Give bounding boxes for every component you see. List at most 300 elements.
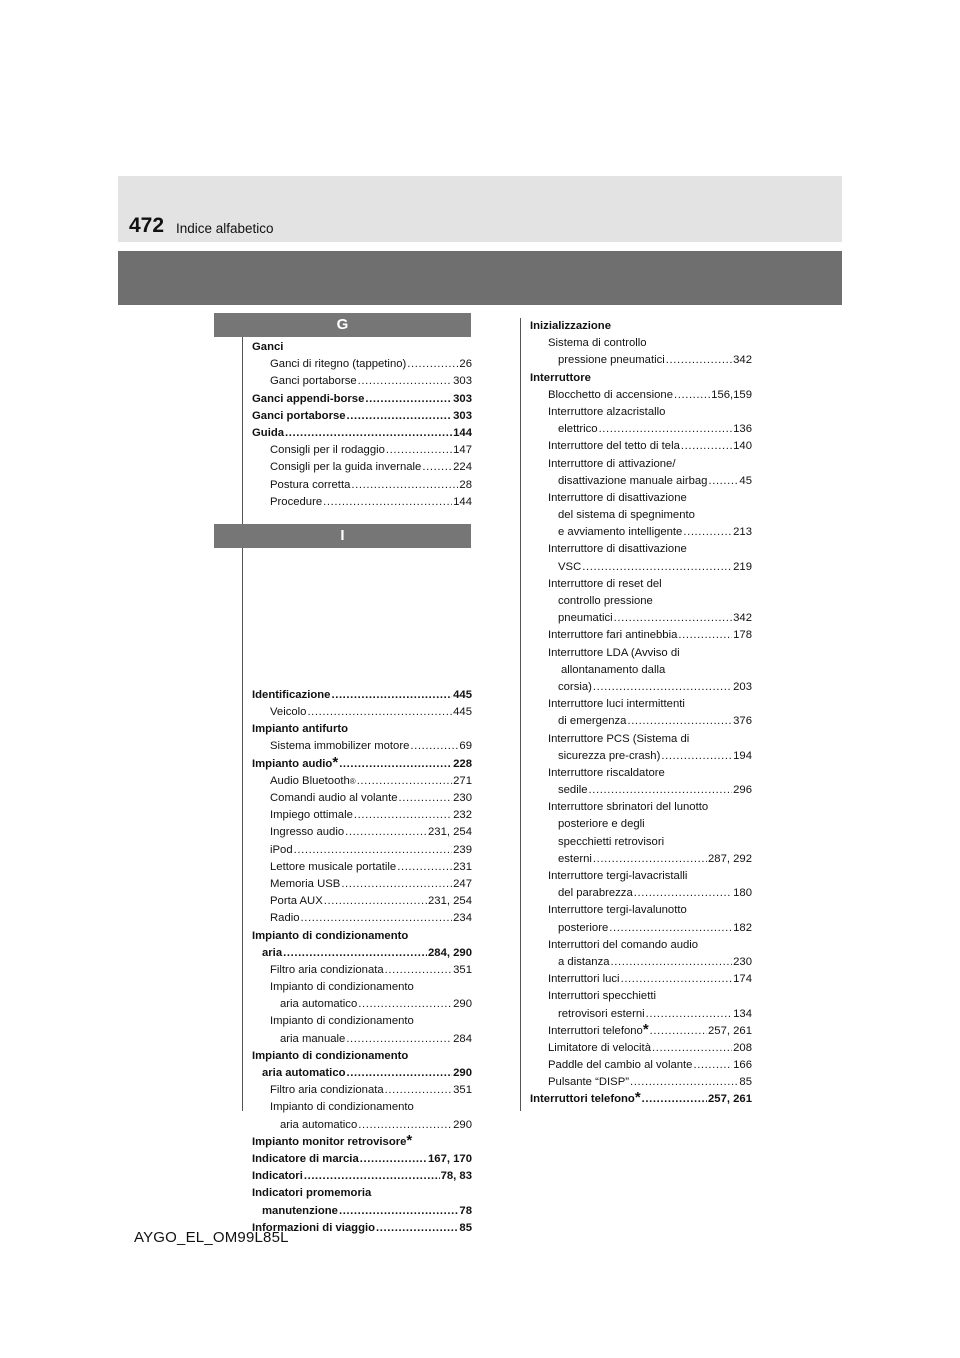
dot-leader (650, 1023, 707, 1040)
index-entry-text: del sistema di spegnimento (558, 509, 695, 522)
index-entry (530, 748, 752, 765)
index-entry (252, 910, 472, 927)
index-entry-text: specchietti retrovisori (558, 835, 665, 848)
dot-leader (599, 421, 733, 438)
index-entry-text: posteriore e degli (558, 818, 645, 831)
index-entry (252, 442, 472, 459)
dot-leader (301, 910, 453, 927)
index-entry-text: Impianto antifurto (252, 723, 349, 736)
index-entry-text: aria automatico (280, 998, 358, 1011)
index-entry (252, 1203, 472, 1220)
index-entry (252, 339, 472, 356)
index-entry (530, 352, 752, 369)
index-entry-text: Impiego ottimale (270, 809, 353, 822)
index-entry (530, 370, 752, 387)
index-entry (530, 524, 752, 541)
dot-leader (358, 1117, 452, 1134)
page-reference[interactable]: 140 (733, 440, 752, 453)
page-reference[interactable]: 167, 170 (428, 1152, 472, 1165)
index-entry (530, 404, 752, 421)
page-reference[interactable]: 257, 261 (708, 1093, 752, 1106)
left-column-rule (242, 334, 243, 1111)
page-reference[interactable]: 219 (733, 560, 752, 573)
page-reference[interactable]: 290 (453, 1118, 472, 1131)
index-entry (530, 954, 752, 971)
dot-leader (357, 773, 452, 790)
index-entry-text: Ganci (252, 341, 284, 353)
page-reference[interactable]: 78 (459, 1204, 472, 1217)
dot-leader (323, 494, 452, 511)
index-entry-text: elettrico (558, 423, 598, 436)
index-entry-text: Ganci portaborse (270, 375, 357, 388)
index-entry-text: e avviamento intelligente (558, 526, 683, 539)
dot-leader (678, 627, 732, 644)
page-reference[interactable]: 290 (453, 998, 472, 1011)
page-reference[interactable]: 342 (733, 612, 752, 625)
page-reference[interactable]: 287, 292 (708, 852, 752, 865)
page-reference[interactable]: 78, 83 (440, 1170, 472, 1183)
index-entry-text: Ganci appendi-borse (252, 392, 365, 405)
index-entry-text: Memoria USB (270, 877, 341, 890)
dot-leader (646, 1006, 733, 1023)
index-entry-text: Indicatori promemoria (252, 1187, 372, 1200)
index-entry-text: Audio Bluetooth (270, 774, 350, 787)
dot-leader (681, 438, 732, 455)
index-entry-text: pneumatici (558, 612, 613, 625)
index-entry (252, 842, 472, 859)
dot-leader (304, 1168, 440, 1185)
index-entry (252, 1031, 472, 1048)
index-entry-text: Interruttori telefono (548, 1024, 643, 1037)
dot-leader (354, 807, 452, 824)
index-entry-text: sicurezza pre-crash) (558, 749, 661, 762)
index-entry (252, 459, 472, 476)
index-entry-text: Interruttore del tetto di tela (548, 440, 680, 453)
index-entry-text: Interruttore luci intermittenti (548, 698, 685, 711)
page-reference[interactable]: 351 (453, 963, 472, 976)
index-entry-text: Interruttore sbrinatori del lunotto (548, 801, 709, 814)
page-reference[interactable]: 445 (453, 688, 472, 701)
index-entry-text: Impianto di condizionamento (270, 1101, 414, 1114)
index-entry (530, 1074, 752, 1091)
page-reference[interactable]: 147 (453, 444, 472, 457)
index-entry-text: Indicatori (252, 1170, 303, 1183)
index-column-right (530, 318, 752, 1109)
index-entry-text: Radio (270, 912, 300, 925)
index-entry-text: Consigli per il rodaggio (270, 444, 385, 457)
dot-leader (339, 756, 452, 773)
page-reference[interactable]: 194 (733, 749, 752, 762)
index-entry (530, 679, 752, 696)
index-entry (530, 902, 752, 919)
index-entry-text: disattivazione manuale airbag (558, 474, 708, 487)
page-reference[interactable]: 166 (733, 1059, 752, 1072)
dot-leader (358, 373, 452, 390)
index-entry (530, 593, 752, 610)
dot-leader (621, 971, 733, 988)
index-entry-text: aria automatico (280, 1118, 358, 1131)
index-entry (530, 920, 752, 937)
page-reference[interactable]: 342 (733, 354, 752, 367)
index-entry (252, 893, 472, 910)
index-entry (252, 408, 472, 425)
index-entry (252, 687, 472, 704)
dot-leader (385, 962, 452, 979)
page-number: 472 (129, 214, 165, 237)
page-reference[interactable]: 45 (739, 474, 752, 487)
dot-leader (666, 352, 732, 369)
index-entry-text: Interruttore di disattivazione (548, 491, 687, 504)
center-column-rule (520, 318, 521, 1111)
dot-leader (347, 408, 453, 425)
index-entry (530, 335, 752, 352)
index-entry (252, 1099, 472, 1116)
index-entry-text: sedile (558, 784, 588, 797)
index-entry (530, 627, 752, 644)
index-entry (530, 318, 752, 335)
page-reference[interactable]: 85 (459, 1221, 472, 1234)
index-entry (252, 1048, 472, 1065)
index-entry-text: Impianto di condizionamento (270, 981, 414, 994)
letter-heading-g: G (214, 313, 471, 337)
page-reference[interactable]: 271 (453, 774, 472, 787)
index-entry-text: Veicolo (270, 706, 307, 719)
page-reference[interactable]: 376 (733, 715, 752, 728)
page-reference[interactable]: 213 (733, 526, 752, 539)
index-entry (252, 807, 472, 824)
index-entry-text: Limitatore di velocità (548, 1041, 651, 1054)
page-reference[interactable]: 228 (453, 757, 472, 770)
page-reference[interactable]: 290 (453, 1067, 472, 1079)
index-entry (530, 988, 752, 1005)
index-entry-text: aria (262, 946, 283, 959)
index-entry-text: Procedure (270, 495, 323, 508)
index-entry-text: Indicatore di marcia (252, 1152, 359, 1165)
index-entry-text: Interruttori del comando audio (548, 938, 699, 951)
dot-leader (410, 738, 458, 755)
page-reference[interactable]: 234 (453, 912, 472, 925)
index-entry-text: Impianto di condizionamento (252, 1049, 409, 1062)
index-entry (530, 1006, 752, 1023)
page-reference[interactable]: 303 (453, 375, 472, 388)
index-entry-text: VSC (558, 560, 582, 573)
index-entry-text: Interruttore fari antinebbia (548, 629, 678, 642)
index-entry-text: Filtro aria condizionata (270, 1084, 384, 1097)
index-entry (530, 456, 752, 473)
index-entry (252, 979, 472, 996)
index-entry-text: Interruttore di reset del (548, 577, 662, 590)
index-entry (530, 782, 752, 799)
index-entry-text: Impianto di condizionamento (252, 929, 409, 942)
dot-leader (283, 945, 427, 962)
index-entry-text: Interruttore di disattivazione (548, 543, 687, 556)
index-entry (530, 559, 752, 576)
index-entry (530, 868, 752, 885)
index-entry (530, 473, 752, 490)
page-reference[interactable]: 232 (453, 809, 472, 822)
index-entry-text: Identificazione (252, 688, 331, 701)
dot-leader (365, 391, 452, 408)
index-entry-text: del parabrezza (558, 887, 633, 900)
dot-leader (674, 387, 710, 404)
index-entry (252, 996, 472, 1013)
index-entry-text: Informazioni di viaggio (252, 1221, 376, 1234)
dot-leader (693, 1057, 732, 1074)
index-entry (530, 971, 752, 988)
index-entry-text: Impianto audio (252, 757, 333, 770)
index-entry (530, 610, 752, 627)
index-list-right (530, 318, 752, 1109)
index-entry (252, 1013, 472, 1030)
index-entry (252, 373, 472, 390)
index-entry-text: Interruttori specchietti (548, 990, 656, 1003)
page-reference[interactable]: 231, 254 (428, 826, 472, 839)
dot-leader (422, 459, 452, 476)
index-list-i (252, 687, 472, 1237)
dot-leader (589, 782, 733, 799)
dot-leader (627, 713, 732, 730)
page-reference[interactable]: 28 (459, 478, 472, 491)
index-entry-text: Interruttore (530, 371, 591, 384)
index-entry-text: Interruttore PCS (Sistema di (548, 732, 690, 745)
index-entry-text: Interruttore tergi-lavacristalli (548, 870, 688, 882)
dot-leader (399, 790, 453, 807)
index-entry: Interruttori telefono * ..... 257, 261 (530, 1023, 752, 1040)
index-entry (252, 1117, 472, 1134)
index-entry-text: Pulsante “DISP” (548, 1076, 629, 1089)
dot-leader (609, 920, 732, 937)
index-entry (530, 713, 752, 730)
page-reference[interactable]: 231 (453, 860, 472, 873)
index-entry (252, 790, 472, 807)
index-entry-text: Porta AUX (270, 895, 323, 908)
index-entry-text: aria manuale (280, 1032, 346, 1045)
index-entry: Audio Bluetooth ® ..... 271 (252, 773, 472, 790)
dot-leader (386, 442, 452, 459)
index-entry (530, 696, 752, 713)
index-entry-text: Impianto monitor retrovisore (252, 1135, 407, 1148)
page-reference[interactable]: 182 (733, 921, 752, 934)
dot-leader (376, 1220, 458, 1237)
index-entry (252, 945, 472, 962)
index-column-left (252, 339, 472, 1237)
index-entry (252, 859, 472, 876)
index-entry (530, 834, 752, 851)
index-entry (252, 1168, 472, 1185)
index-entry-text: Interruttori luci (548, 973, 620, 986)
index-entry: Impianto monitor retrovisore * (252, 1134, 472, 1151)
index-entry-text: allontanamento dalla (561, 663, 666, 676)
index-entry (252, 1151, 472, 1168)
page-reference[interactable]: 284, 290 (428, 946, 472, 959)
index-entry (530, 387, 752, 404)
dot-leader (360, 1151, 427, 1168)
dot-leader (358, 996, 452, 1013)
index-entry-text: Ganci di ritegno (tappetino) (270, 358, 407, 371)
index-entry-text: Inizializzazione (530, 320, 611, 332)
index-entry-text: Paddle del cambio al volante (548, 1059, 693, 1072)
index-entry (252, 494, 472, 511)
index-entry-text: esterni (558, 852, 592, 865)
index-entry (530, 576, 752, 593)
index-entry (530, 645, 752, 662)
index-entry-text: Interruttore riscaldatore (548, 766, 665, 779)
dot-leader (331, 687, 452, 704)
index-entry-text: Blocchetto di accensione (548, 388, 673, 401)
dot-leader (630, 1074, 738, 1091)
index-entry (530, 662, 752, 679)
page-reference[interactable]: 134 (733, 1007, 752, 1020)
page-reference[interactable]: 144 (453, 495, 472, 508)
index-entry (252, 962, 472, 979)
page-reference[interactable]: 351 (453, 1084, 472, 1097)
letter-heading-i: I (214, 524, 471, 548)
index-entry (530, 799, 752, 816)
dot-leader (339, 1203, 458, 1220)
index-entry-text: Guida (252, 426, 285, 439)
page-reference[interactable]: 230 (733, 955, 752, 968)
index-entry-text: Interruttore alzacristallo (548, 405, 666, 418)
index-entry (252, 356, 472, 373)
header-dark-band (118, 251, 842, 305)
index-entry-text: Sistema di controllo (548, 337, 647, 350)
index-entry (530, 1040, 752, 1057)
index-entry-text: Interruttore di attivazione/ (548, 457, 676, 470)
index-entry-text: manutenzione (262, 1204, 338, 1217)
page-reference[interactable]: 203 (733, 680, 752, 693)
index-entry (252, 704, 472, 721)
index-entry-text: pressione pneumatici (558, 354, 665, 367)
index-entry (252, 824, 472, 841)
index-entry (530, 731, 752, 748)
page-reference[interactable]: 208 (733, 1041, 752, 1054)
index-entry-text: Comandi audio al volante (270, 792, 398, 804)
index-entry-text: Filtro aria condizionata (270, 963, 384, 976)
section-title: Indice alfabetico (176, 221, 274, 236)
index-entry-text: retrovisori esterni (558, 1007, 645, 1020)
dot-leader (397, 859, 452, 876)
index-entry (530, 541, 752, 558)
index-entry-text: posteriore (558, 921, 609, 934)
page-reference[interactable]: 303 (453, 392, 472, 405)
index-entry (530, 490, 752, 507)
index-entry (530, 438, 752, 455)
page-reference[interactable]: 156,159 (711, 388, 752, 401)
index-entry-text: iPod (270, 843, 293, 856)
index-entry: Impianto audio * ..... 228 (252, 756, 472, 773)
page-reference[interactable]: 230 (453, 792, 472, 804)
page-reference[interactable]: 296 (733, 784, 752, 797)
page-reference[interactable]: 303 (453, 409, 472, 422)
index-entry (252, 425, 472, 442)
index-entry (530, 1057, 752, 1074)
dot-leader (351, 477, 458, 494)
dot-leader (634, 885, 732, 902)
index-entry (530, 421, 752, 438)
dot-leader (294, 842, 453, 859)
dot-leader (652, 1040, 732, 1057)
page-reference[interactable]: 174 (733, 973, 752, 986)
dot-leader (642, 1091, 707, 1108)
page-reference[interactable]: 144 (453, 426, 472, 439)
index-entry (252, 1185, 472, 1202)
dot-leader (683, 524, 732, 541)
page-reference[interactable]: 85 (739, 1076, 752, 1089)
page-reference[interactable]: 284 (453, 1032, 472, 1045)
index-entry: Interruttori telefono * ..... 257, 261 (530, 1091, 752, 1108)
index-entry (530, 851, 752, 868)
page-reference[interactable]: 224 (453, 461, 472, 474)
index-entry (530, 765, 752, 782)
page-reference[interactable]: 178 (733, 629, 752, 642)
index-entry-text: di emergenza (558, 715, 627, 728)
index-entry (252, 738, 472, 755)
index-entry (252, 1065, 472, 1082)
dot-leader (385, 1082, 452, 1099)
index-entry (252, 721, 472, 738)
dot-leader (611, 954, 733, 971)
dot-leader (407, 356, 458, 373)
dot-leader (324, 893, 427, 910)
dot-leader (593, 679, 732, 696)
dot-leader (341, 876, 452, 893)
index-entry-text: aria automatico (262, 1067, 346, 1079)
page-reference[interactable]: 180 (733, 887, 752, 900)
page-reference[interactable]: 136 (733, 423, 752, 436)
index-entry-text: Consigli per la guida invernale (270, 461, 422, 474)
dot-leader (345, 824, 427, 841)
index-entry-text: Impianto di condizionamento (270, 1015, 414, 1028)
index-entry-text: Interruttori telefono (530, 1093, 635, 1106)
dot-leader (593, 851, 707, 868)
page-reference[interactable]: 257, 261 (708, 1024, 752, 1037)
dot-leader (661, 748, 732, 765)
page-reference[interactable]: 247 (453, 877, 472, 890)
page-reference[interactable]: 231, 254 (428, 895, 472, 908)
document-code: AYGO_EL_OM99L85L (134, 1229, 289, 1246)
index-entry (530, 937, 752, 954)
index-entry-text: corsia) (558, 680, 592, 693)
dot-leader (285, 425, 452, 442)
page-reference[interactable]: 26 (459, 358, 472, 371)
index-entry (252, 928, 472, 945)
index-entry (252, 477, 472, 494)
page-reference[interactable]: 239 (453, 843, 472, 856)
index-entry-text: Sistema immobilizer motore (270, 740, 410, 753)
index-entry (530, 885, 752, 902)
page-reference[interactable]: 69 (459, 740, 472, 753)
dot-leader (614, 610, 733, 627)
index-entry (252, 391, 472, 408)
index-entry-text: Ganci portaborse (252, 409, 346, 422)
index-entry-text: Lettore musicale portatile (270, 860, 397, 873)
page-reference[interactable]: 445 (453, 706, 472, 719)
index-entry (530, 507, 752, 524)
dot-leader (307, 704, 452, 721)
dot-leader (708, 473, 738, 490)
index-entry-text: Postura corretta (270, 478, 351, 491)
dot-leader (346, 1031, 452, 1048)
index-entry (252, 876, 472, 893)
index-entry-text: Interruttore tergi-lavalunotto (548, 904, 687, 917)
dot-leader (582, 559, 732, 576)
index-entry-text: a distanza (558, 955, 610, 968)
index-list-g (252, 339, 472, 511)
index-entry-text: controllo pressione (558, 595, 653, 607)
index-entry (252, 1082, 472, 1099)
index-entry-text: Ingresso audio (270, 826, 345, 839)
index-entry (530, 816, 752, 833)
